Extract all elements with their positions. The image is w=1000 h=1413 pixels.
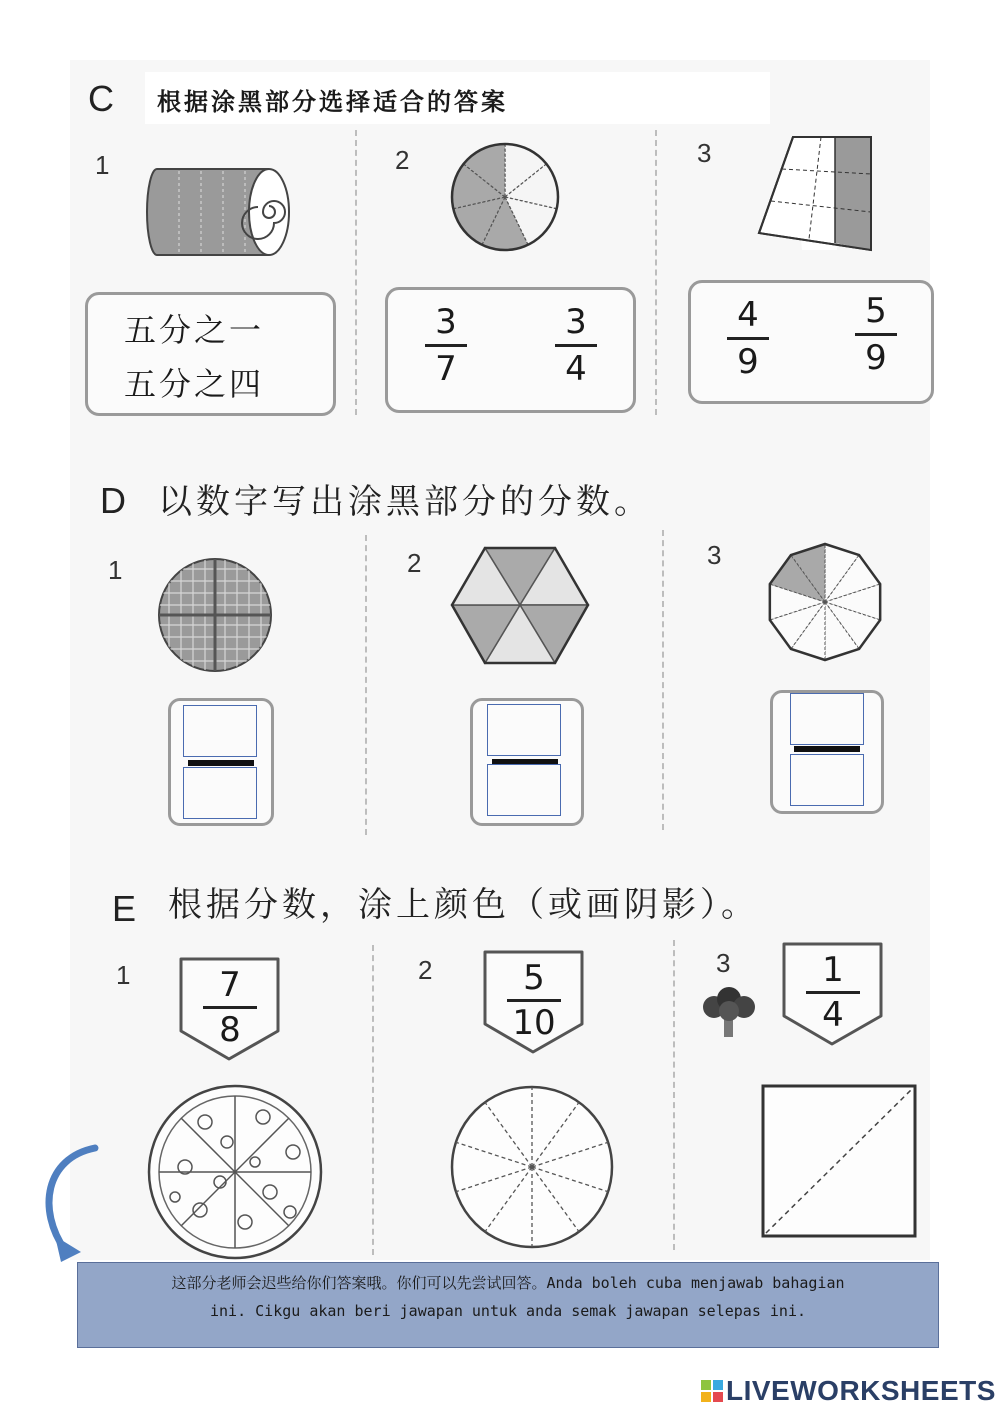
c1-option-one-fifth[interactable]: 五分之一 (124, 311, 265, 349)
c1-option-four-fifths[interactable]: 五分之四 (124, 365, 265, 403)
numerator: 1 (822, 950, 844, 990)
circle-ten-parts-image[interactable] (447, 1082, 617, 1252)
section-c-instruction: 根据涂黑部分选择适合的答案 (157, 87, 508, 116)
square-diagonal-image[interactable] (760, 1083, 920, 1243)
liveworksheets-logo-icon (700, 1379, 724, 1403)
section-c-letter: C (88, 78, 114, 119)
decagon-image (760, 540, 890, 665)
denominator: 10 (512, 1003, 556, 1043)
c3-option-4-9[interactable] (723, 295, 773, 382)
divider (355, 130, 357, 415)
e3-fraction (778, 951, 888, 1034)
divider (372, 945, 374, 1255)
denominator: 8 (219, 1010, 241, 1050)
fraction-bar (425, 344, 467, 347)
d1-numerator-input[interactable] (183, 705, 257, 757)
section-d-q3-number: 3 (707, 540, 722, 570)
fraction-bar (203, 1006, 257, 1009)
d2-numerator-input[interactable] (487, 704, 561, 756)
c3-option-5-9[interactable] (851, 291, 901, 378)
fraction-bar (806, 991, 860, 994)
section-e-letter: E (112, 888, 137, 929)
note-line-1: 这部分老师会迟些给你们答案哦。你们可以先尝试回答。Anda boleh cuba menjawab bahagian (171, 1274, 845, 1292)
denominator: 9 (737, 342, 759, 382)
e2-fraction (479, 959, 589, 1042)
hexagon-image (450, 545, 590, 667)
section-c-title-box (145, 72, 770, 124)
d1-denominator-input[interactable] (183, 767, 257, 819)
divider (655, 130, 657, 415)
numerator: 4 (737, 295, 759, 335)
divider (673, 940, 675, 1250)
section-e-q3-number: 3 (716, 948, 731, 978)
fraction-bar (855, 333, 897, 336)
liveworksheets-logo[interactable] (700, 1375, 996, 1407)
numerator: 5 (865, 291, 887, 331)
d2-denominator-input[interactable] (487, 764, 561, 816)
d3-fraction-bar (794, 746, 860, 752)
pizza-image[interactable] (145, 1082, 325, 1262)
curved-arrow-icon (25, 1140, 105, 1265)
teacher-note-box (77, 1262, 939, 1348)
c2-choices-box (385, 287, 636, 413)
denominator: 7 (435, 349, 457, 389)
denominator: 4 (822, 995, 844, 1035)
c2-option-3-7[interactable] (421, 302, 471, 389)
section-c-q3-number: 3 (697, 138, 712, 168)
denominator: 9 (865, 338, 887, 378)
note-line-2: ini. Cikgu akan beri jawapan untuk anda semak jawapan selepas ini. (209, 1302, 807, 1320)
liveworksheets-brand: LIVEWORKSHEETS (726, 1375, 996, 1406)
section-c-q2-number: 2 (395, 145, 410, 175)
fraction-bar (555, 344, 597, 347)
section-d-q1-number: 1 (108, 555, 123, 585)
e1-fraction (175, 966, 285, 1049)
broccoli-icon (700, 985, 758, 1043)
section-d-q2-number: 2 (407, 548, 422, 578)
numerator: 3 (435, 302, 457, 342)
denominator: 4 (565, 349, 587, 389)
section-e-instruction: 根据分数，涂上颜色（或画阴影）。 (168, 885, 759, 925)
section-e-q2-number: 2 (418, 955, 433, 985)
swiss-roll-image (145, 165, 295, 260)
c3-choices-box (688, 280, 934, 404)
pie-seven-parts-image (448, 140, 563, 255)
parallelogram-grid-image (745, 132, 880, 254)
d1-fraction-bar (188, 760, 254, 766)
fraction-bar (727, 337, 769, 340)
numerator: 3 (565, 302, 587, 342)
c2-option-3-4[interactable] (551, 302, 601, 389)
section-d-letter: D (100, 480, 126, 521)
section-c-q1-number: 1 (95, 150, 110, 180)
numerator: 5 (523, 958, 545, 998)
divider (662, 530, 664, 830)
section-d-instruction: 以数字写出涂黑部分的分数。 (158, 482, 652, 522)
divider (365, 535, 367, 835)
numerator: 7 (219, 965, 241, 1005)
section-e-q1-number: 1 (116, 960, 131, 990)
d3-numerator-input[interactable] (790, 693, 864, 745)
fraction-bar (507, 999, 561, 1002)
waffle-image (155, 555, 275, 675)
d3-denominator-input[interactable] (790, 754, 864, 806)
c1-choices-box (85, 292, 336, 416)
